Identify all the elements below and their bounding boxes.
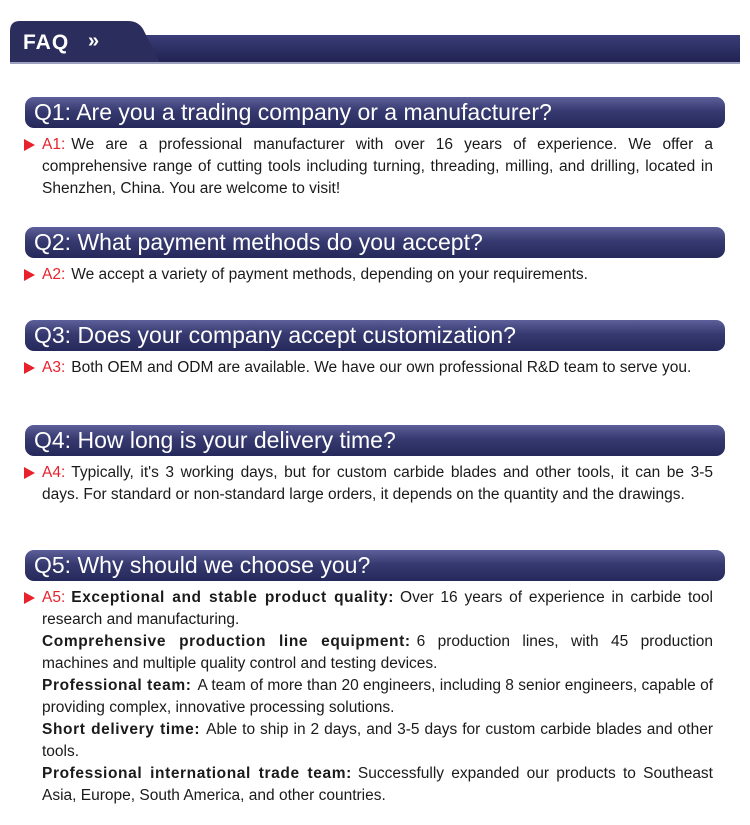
answer-point — [42, 719, 713, 763]
answer-label: A1: — [42, 136, 66, 153]
point-text: Able to ship in 2 days, and 3-5 days for custom carbide blades and other tools. — [42, 721, 713, 760]
point-title: Professional international trade team: — [42, 765, 352, 782]
faq-answer-2 — [42, 264, 713, 286]
point-text: Over 16 years of experience in carbide tool research and manufacturing. — [42, 589, 713, 628]
faq-answer-1 — [42, 134, 713, 200]
banner-shape — [10, 21, 740, 65]
answer-text: We accept a variety of payment methods, depending on your requirements. — [71, 266, 588, 283]
faq-question-1: Q1: Are you a trading company or a manufacturer? — [25, 97, 725, 128]
answer-point — [42, 631, 713, 675]
faq-answer-5 — [42, 587, 713, 807]
answer-label: A5: — [42, 589, 66, 606]
arrow-right-icon — [24, 467, 35, 479]
answer-label: A3: — [42, 359, 66, 376]
point-text: Successfully expanded our products to Southeast Asia, Europe, South America, and other countries. — [42, 765, 713, 804]
arrow-right-icon — [24, 592, 35, 604]
faq-answer-3 — [42, 357, 713, 379]
double-chevron-right-icon: » — [88, 30, 98, 52]
point-text: 6 production lines, with 45 production machines and multiple quality control and testing devices. — [42, 633, 713, 672]
faq-answer-4 — [42, 462, 713, 506]
faq-question-4: Q4: How long is your delivery time? — [25, 425, 725, 456]
answer-point — [42, 675, 713, 719]
answer-text: We are a professional manufacturer with over 16 years of experience. We offer a comprehensive range of cutting tools including turning, threading, milling, and drilling, located in Shenzhen, China. You are welcome to visit! — [42, 136, 713, 197]
answer-label: A4: — [42, 464, 66, 481]
answer-label: A2: — [42, 266, 66, 283]
faq-question-2: Q2: What payment methods do you accept? — [25, 227, 725, 258]
point-title: Short delivery time: — [42, 721, 201, 738]
point-title: Exceptional and stable product quality: — [71, 589, 395, 606]
answer-point — [42, 763, 713, 807]
arrow-right-icon — [24, 362, 35, 374]
point-title: Comprehensive production line equipment: — [42, 633, 411, 650]
faq-banner — [10, 21, 740, 65]
arrow-right-icon — [24, 139, 35, 151]
faq-question-3: Q3: Does your company accept customization? — [25, 320, 725, 351]
answer-text: Typically, it's 3 working days, but for custom carbide blades and other tools, it can be 3-5 days. For standard or non-standard large orders, it depends on the quantity and the drawings. — [42, 464, 713, 503]
faq-question-5: Q5: Why should we choose you? — [25, 550, 725, 581]
point-text: A team of more than 20 engineers, including 8 senior engineers, capable of providing complex, innovative processing solutions. — [42, 677, 714, 716]
point-title: Professional team: — [42, 677, 192, 694]
answer-point — [42, 587, 713, 631]
banner-title: FAQ — [23, 31, 70, 54]
answer-text: Both OEM and ODM are available. We have our own professional R&D team to serve you. — [71, 359, 692, 376]
arrow-right-icon — [24, 269, 35, 281]
